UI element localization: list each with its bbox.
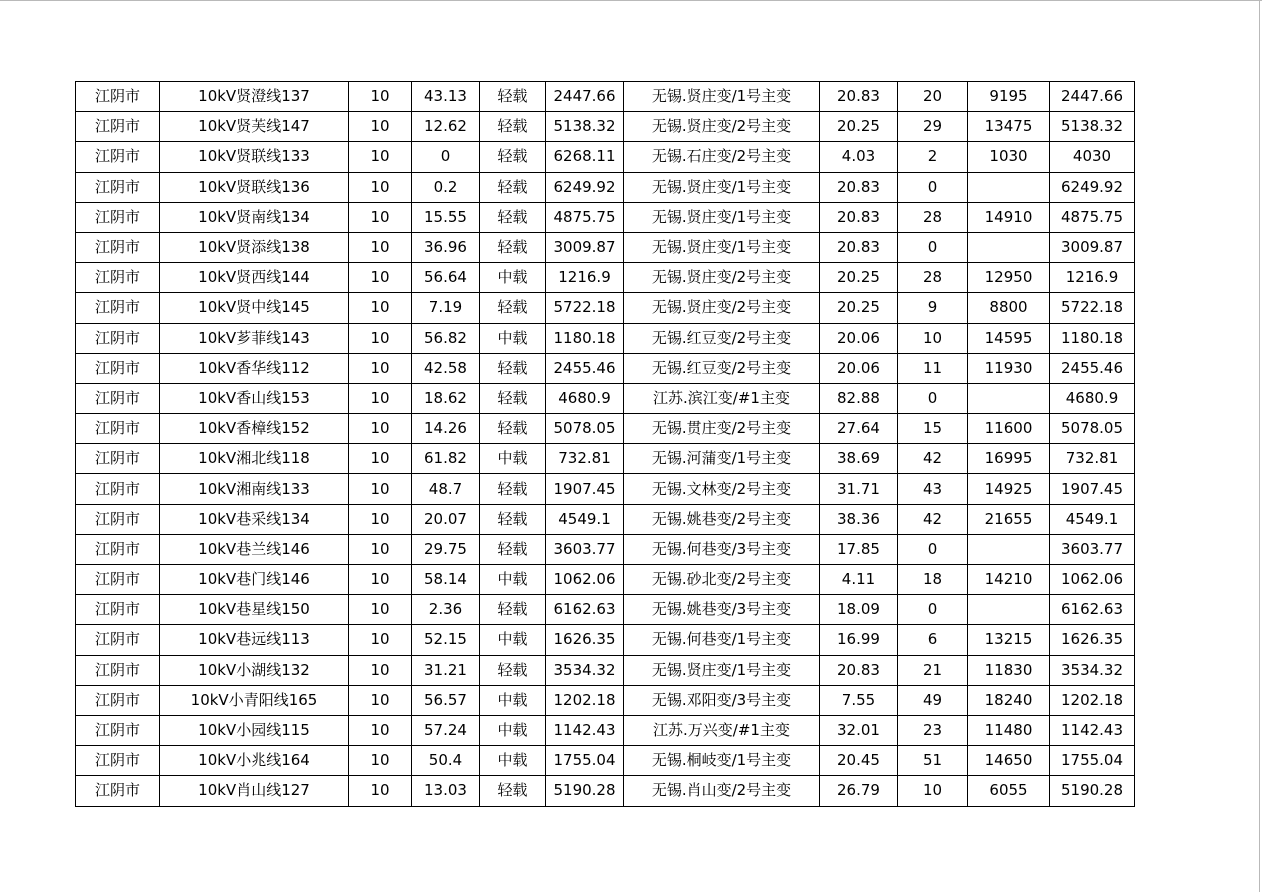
transformer-cell: 无锡.姚巷变/3号主变	[624, 595, 820, 625]
load-rate-cell: 50.4	[412, 746, 480, 776]
line-name-cell: 10kV芗菲线143	[160, 323, 349, 353]
voltage-cell: 10	[349, 293, 412, 323]
transformer-rate-cell: 31.71	[820, 474, 898, 504]
transformer-rate-cell: 4.03	[820, 142, 898, 172]
load-status-cell: 轻载	[480, 534, 546, 564]
city-cell: 江阴市	[76, 172, 160, 202]
count-cell: 20	[898, 82, 968, 112]
load-rate-cell: 12.62	[412, 112, 480, 142]
load-rate-cell: 20.07	[412, 504, 480, 534]
transformer-rate-cell: 32.01	[820, 715, 898, 745]
capacity-cell: 3534.32	[546, 655, 624, 685]
load-status-cell: 中载	[480, 625, 546, 655]
transformer-cell: 无锡.贤庄变/1号主变	[624, 655, 820, 685]
table-row	[76, 746, 1135, 776]
amount-cell: 14925	[968, 474, 1050, 504]
amount-cell: 14910	[968, 202, 1050, 232]
count-cell: 21	[898, 655, 968, 685]
load-status-cell: 轻载	[480, 112, 546, 142]
margin-cell: 732.81	[1050, 444, 1135, 474]
voltage-cell: 10	[349, 232, 412, 262]
line-name-cell: 10kV巷兰线146	[160, 534, 349, 564]
transformer-rate-cell: 26.79	[820, 776, 898, 806]
city-cell: 江阴市	[76, 414, 160, 444]
transformer-rate-cell: 20.83	[820, 202, 898, 232]
capacity-cell: 2447.66	[546, 82, 624, 112]
transformer-rate-cell: 20.06	[820, 323, 898, 353]
transformer-rate-cell: 18.09	[820, 595, 898, 625]
voltage-cell: 10	[349, 142, 412, 172]
capacity-cell: 1626.35	[546, 625, 624, 655]
amount-cell: 14210	[968, 565, 1050, 595]
table-row	[76, 474, 1135, 504]
capacity-cell: 5190.28	[546, 776, 624, 806]
capacity-cell: 4549.1	[546, 504, 624, 534]
voltage-cell: 10	[349, 383, 412, 413]
load-rate-cell: 0.2	[412, 172, 480, 202]
capacity-cell: 1216.9	[546, 263, 624, 293]
count-cell: 0	[898, 534, 968, 564]
count-cell: 28	[898, 263, 968, 293]
count-cell: 51	[898, 746, 968, 776]
voltage-cell: 10	[349, 172, 412, 202]
count-cell: 49	[898, 685, 968, 715]
voltage-cell: 10	[349, 655, 412, 685]
line-name-cell: 10kV巷远线113	[160, 625, 349, 655]
load-status-cell: 轻载	[480, 82, 546, 112]
line-name-cell: 10kV肖山线127	[160, 776, 349, 806]
table-row	[76, 112, 1135, 142]
load-rate-cell: 15.55	[412, 202, 480, 232]
margin-cell: 1755.04	[1050, 746, 1135, 776]
transformer-rate-cell: 4.11	[820, 565, 898, 595]
city-cell: 江阴市	[76, 685, 160, 715]
city-cell: 江阴市	[76, 353, 160, 383]
load-rate-cell: 0	[412, 142, 480, 172]
load-rate-cell: 61.82	[412, 444, 480, 474]
amount-cell: 13475	[968, 112, 1050, 142]
voltage-cell: 10	[349, 323, 412, 353]
margin-cell: 1907.45	[1050, 474, 1135, 504]
voltage-cell: 10	[349, 565, 412, 595]
margin-cell: 1216.9	[1050, 263, 1135, 293]
count-cell: 0	[898, 232, 968, 262]
capacity-cell: 1202.18	[546, 685, 624, 715]
page-right-border	[1259, 0, 1260, 892]
transformer-rate-cell: 38.36	[820, 504, 898, 534]
table-row	[76, 565, 1135, 595]
voltage-cell: 10	[349, 414, 412, 444]
capacity-cell: 6162.63	[546, 595, 624, 625]
count-cell: 15	[898, 414, 968, 444]
margin-cell: 4549.1	[1050, 504, 1135, 534]
transformer-cell: 江苏.滨江变/#1主变	[624, 383, 820, 413]
margin-cell: 1142.43	[1050, 715, 1135, 745]
transformer-cell: 无锡.贤庄变/2号主变	[624, 293, 820, 323]
load-rate-cell: 13.03	[412, 776, 480, 806]
transformer-rate-cell: 27.64	[820, 414, 898, 444]
transformer-cell: 无锡.邓阳变/3号主变	[624, 685, 820, 715]
capacity-cell: 732.81	[546, 444, 624, 474]
margin-cell: 1202.18	[1050, 685, 1135, 715]
line-name-cell: 10kV香华线112	[160, 353, 349, 383]
amount-cell: 16995	[968, 444, 1050, 474]
line-name-cell: 10kV巷星线150	[160, 595, 349, 625]
load-rate-cell: 2.36	[412, 595, 480, 625]
line-name-cell: 10kV香樟线152	[160, 414, 349, 444]
capacity-cell: 5138.32	[546, 112, 624, 142]
capacity-cell: 2455.46	[546, 353, 624, 383]
margin-cell: 6249.92	[1050, 172, 1135, 202]
count-cell: 2	[898, 142, 968, 172]
amount-cell: 6055	[968, 776, 1050, 806]
voltage-cell: 10	[349, 504, 412, 534]
amount-cell: 1030	[968, 142, 1050, 172]
load-rate-cell: 56.82	[412, 323, 480, 353]
margin-cell: 4875.75	[1050, 202, 1135, 232]
load-status-cell: 轻载	[480, 293, 546, 323]
table-row	[76, 202, 1135, 232]
line-name-cell: 10kV贤西线144	[160, 263, 349, 293]
load-status-cell: 轻载	[480, 142, 546, 172]
load-rate-cell: 56.57	[412, 685, 480, 715]
margin-cell: 2447.66	[1050, 82, 1135, 112]
amount-cell: 14650	[968, 746, 1050, 776]
amount-cell: 13215	[968, 625, 1050, 655]
line-name-cell: 10kV巷门线146	[160, 565, 349, 595]
transformer-cell: 无锡.贤庄变/1号主变	[624, 172, 820, 202]
city-cell: 江阴市	[76, 474, 160, 504]
count-cell: 10	[898, 776, 968, 806]
table-body	[76, 82, 1135, 807]
margin-cell: 3603.77	[1050, 534, 1135, 564]
margin-cell: 5138.32	[1050, 112, 1135, 142]
amount-cell: 12950	[968, 263, 1050, 293]
load-rate-cell: 14.26	[412, 414, 480, 444]
transformer-cell: 无锡.红豆变/2号主变	[624, 323, 820, 353]
city-cell: 江阴市	[76, 383, 160, 413]
table-row	[76, 715, 1135, 745]
capacity-cell: 6249.92	[546, 172, 624, 202]
table-row	[76, 293, 1135, 323]
table-row	[76, 685, 1135, 715]
line-name-cell: 10kV小青阳线165	[160, 685, 349, 715]
voltage-cell: 10	[349, 625, 412, 655]
city-cell: 江阴市	[76, 293, 160, 323]
line-name-cell: 10kV小湖线132	[160, 655, 349, 685]
city-cell: 江阴市	[76, 715, 160, 745]
capacity-cell: 5078.05	[546, 414, 624, 444]
load-status-cell: 中载	[480, 323, 546, 353]
voltage-cell: 10	[349, 746, 412, 776]
transformer-rate-cell: 7.55	[820, 685, 898, 715]
load-status-cell: 轻载	[480, 655, 546, 685]
line-name-cell: 10kV贤中线145	[160, 293, 349, 323]
load-status-cell: 轻载	[480, 172, 546, 202]
table-row	[76, 142, 1135, 172]
voltage-cell: 10	[349, 715, 412, 745]
load-rate-cell: 52.15	[412, 625, 480, 655]
voltage-cell: 10	[349, 353, 412, 383]
line-name-cell: 10kV贤南线134	[160, 202, 349, 232]
capacity-cell: 3603.77	[546, 534, 624, 564]
load-rate-cell: 48.7	[412, 474, 480, 504]
amount-cell: 11600	[968, 414, 1050, 444]
transformer-cell: 无锡.贤庄变/1号主变	[624, 202, 820, 232]
line-name-cell: 10kV湘北线118	[160, 444, 349, 474]
line-name-cell: 10kV湘南线133	[160, 474, 349, 504]
transformer-rate-cell: 20.83	[820, 172, 898, 202]
capacity-cell: 1180.18	[546, 323, 624, 353]
city-cell: 江阴市	[76, 202, 160, 232]
load-status-cell: 中载	[480, 565, 546, 595]
city-cell: 江阴市	[76, 534, 160, 564]
table-row	[76, 655, 1135, 685]
capacity-cell: 1755.04	[546, 746, 624, 776]
line-name-cell: 10kV巷采线134	[160, 504, 349, 534]
voltage-cell: 10	[349, 474, 412, 504]
transformer-cell: 无锡.石庄变/2号主变	[624, 142, 820, 172]
transformer-cell: 无锡.贤庄变/2号主变	[624, 112, 820, 142]
city-cell: 江阴市	[76, 776, 160, 806]
voltage-cell: 10	[349, 534, 412, 564]
amount-cell: 21655	[968, 504, 1050, 534]
load-rate-cell: 18.62	[412, 383, 480, 413]
line-name-cell: 10kV贤添线138	[160, 232, 349, 262]
table-row	[76, 82, 1135, 112]
voltage-cell: 10	[349, 776, 412, 806]
capacity-cell: 4680.9	[546, 383, 624, 413]
count-cell: 0	[898, 172, 968, 202]
table-row	[76, 232, 1135, 262]
capacity-cell: 6268.11	[546, 142, 624, 172]
transformer-rate-cell: 20.25	[820, 263, 898, 293]
line-name-cell: 10kV小园线115	[160, 715, 349, 745]
count-cell: 23	[898, 715, 968, 745]
transformer-cell: 无锡.贤庄变/2号主变	[624, 263, 820, 293]
feeder-load-table	[75, 81, 1135, 807]
city-cell: 江阴市	[76, 112, 160, 142]
amount-cell	[968, 232, 1050, 262]
table-row	[76, 595, 1135, 625]
load-status-cell: 轻载	[480, 504, 546, 534]
load-status-cell: 中载	[480, 444, 546, 474]
line-name-cell: 10kV贤芙线147	[160, 112, 349, 142]
city-cell: 江阴市	[76, 263, 160, 293]
load-rate-cell: 7.19	[412, 293, 480, 323]
transformer-rate-cell: 38.69	[820, 444, 898, 474]
city-cell: 江阴市	[76, 504, 160, 534]
transformer-rate-cell: 20.06	[820, 353, 898, 383]
load-status-cell: 轻载	[480, 383, 546, 413]
capacity-cell: 5722.18	[546, 293, 624, 323]
margin-cell: 6162.63	[1050, 595, 1135, 625]
line-name-cell: 10kV贤澄线137	[160, 82, 349, 112]
load-status-cell: 中载	[480, 263, 546, 293]
city-cell: 江阴市	[76, 444, 160, 474]
city-cell: 江阴市	[76, 142, 160, 172]
capacity-cell: 1142.43	[546, 715, 624, 745]
table-row	[76, 444, 1135, 474]
load-status-cell: 轻载	[480, 776, 546, 806]
table-row	[76, 414, 1135, 444]
city-cell: 江阴市	[76, 595, 160, 625]
load-rate-cell: 31.21	[412, 655, 480, 685]
load-status-cell: 轻载	[480, 202, 546, 232]
table-row	[76, 504, 1135, 534]
table-row	[76, 625, 1135, 655]
count-cell: 0	[898, 383, 968, 413]
transformer-rate-cell: 20.83	[820, 232, 898, 262]
count-cell: 42	[898, 504, 968, 534]
transformer-cell: 无锡.何巷变/3号主变	[624, 534, 820, 564]
amount-cell: 11830	[968, 655, 1050, 685]
voltage-cell: 10	[349, 202, 412, 232]
margin-cell: 2455.46	[1050, 353, 1135, 383]
voltage-cell: 10	[349, 444, 412, 474]
page-top-border	[0, 0, 1262, 1]
transformer-cell: 无锡.红豆变/2号主变	[624, 353, 820, 383]
load-status-cell: 中载	[480, 685, 546, 715]
margin-cell: 1626.35	[1050, 625, 1135, 655]
margin-cell: 3009.87	[1050, 232, 1135, 262]
margin-cell: 3534.32	[1050, 655, 1135, 685]
load-status-cell: 轻载	[480, 353, 546, 383]
margin-cell: 5078.05	[1050, 414, 1135, 444]
table-row	[76, 383, 1135, 413]
capacity-cell: 3009.87	[546, 232, 624, 262]
load-rate-cell: 43.13	[412, 82, 480, 112]
transformer-cell: 无锡.姚巷变/2号主变	[624, 504, 820, 534]
transformer-cell: 无锡.河蒲变/1号主变	[624, 444, 820, 474]
count-cell: 6	[898, 625, 968, 655]
line-name-cell: 10kV贤联线133	[160, 142, 349, 172]
capacity-cell: 1062.06	[546, 565, 624, 595]
city-cell: 江阴市	[76, 323, 160, 353]
transformer-cell: 无锡.文林变/2号主变	[624, 474, 820, 504]
load-rate-cell: 56.64	[412, 263, 480, 293]
count-cell: 18	[898, 565, 968, 595]
voltage-cell: 10	[349, 263, 412, 293]
load-status-cell: 轻载	[480, 595, 546, 625]
transformer-rate-cell: 20.83	[820, 655, 898, 685]
amount-cell	[968, 172, 1050, 202]
amount-cell	[968, 383, 1050, 413]
transformer-cell: 无锡.何巷变/1号主变	[624, 625, 820, 655]
amount-cell: 11930	[968, 353, 1050, 383]
load-status-cell: 轻载	[480, 414, 546, 444]
voltage-cell: 10	[349, 112, 412, 142]
city-cell: 江阴市	[76, 746, 160, 776]
city-cell: 江阴市	[76, 625, 160, 655]
table-row	[76, 353, 1135, 383]
margin-cell: 4030	[1050, 142, 1135, 172]
count-cell: 42	[898, 444, 968, 474]
amount-cell: 9195	[968, 82, 1050, 112]
amount-cell: 11480	[968, 715, 1050, 745]
transformer-rate-cell: 17.85	[820, 534, 898, 564]
line-name-cell: 10kV贤联线136	[160, 172, 349, 202]
margin-cell: 1180.18	[1050, 323, 1135, 353]
voltage-cell: 10	[349, 595, 412, 625]
table-row	[76, 172, 1135, 202]
city-cell: 江阴市	[76, 655, 160, 685]
load-rate-cell: 36.96	[412, 232, 480, 262]
voltage-cell: 10	[349, 685, 412, 715]
line-name-cell: 10kV香山线153	[160, 383, 349, 413]
count-cell: 0	[898, 595, 968, 625]
amount-cell	[968, 595, 1050, 625]
amount-cell	[968, 534, 1050, 564]
transformer-cell: 无锡.贯庄变/2号主变	[624, 414, 820, 444]
transformer-cell: 无锡.贤庄变/1号主变	[624, 232, 820, 262]
load-rate-cell: 29.75	[412, 534, 480, 564]
transformer-rate-cell: 20.25	[820, 293, 898, 323]
table-row	[76, 323, 1135, 353]
count-cell: 11	[898, 353, 968, 383]
load-status-cell: 中载	[480, 715, 546, 745]
transformer-rate-cell: 20.45	[820, 746, 898, 776]
transformer-rate-cell: 82.88	[820, 383, 898, 413]
transformer-cell: 无锡.桐岐变/1号主变	[624, 746, 820, 776]
capacity-cell: 1907.45	[546, 474, 624, 504]
voltage-cell: 10	[349, 82, 412, 112]
count-cell: 43	[898, 474, 968, 504]
city-cell: 江阴市	[76, 232, 160, 262]
transformer-rate-cell: 16.99	[820, 625, 898, 655]
load-status-cell: 轻载	[480, 474, 546, 504]
margin-cell: 5190.28	[1050, 776, 1135, 806]
load-status-cell: 中载	[480, 746, 546, 776]
city-cell: 江阴市	[76, 82, 160, 112]
load-rate-cell: 42.58	[412, 353, 480, 383]
load-rate-cell: 57.24	[412, 715, 480, 745]
table-row	[76, 263, 1135, 293]
city-cell: 江阴市	[76, 565, 160, 595]
line-name-cell: 10kV小兆线164	[160, 746, 349, 776]
transformer-rate-cell: 20.83	[820, 82, 898, 112]
count-cell: 29	[898, 112, 968, 142]
margin-cell: 5722.18	[1050, 293, 1135, 323]
margin-cell: 4680.9	[1050, 383, 1135, 413]
load-status-cell: 轻载	[480, 232, 546, 262]
transformer-cell: 无锡.肖山变/2号主变	[624, 776, 820, 806]
transformer-cell: 无锡.贤庄变/1号主变	[624, 82, 820, 112]
load-rate-cell: 58.14	[412, 565, 480, 595]
count-cell: 9	[898, 293, 968, 323]
table-row	[76, 534, 1135, 564]
margin-cell: 1062.06	[1050, 565, 1135, 595]
transformer-rate-cell: 20.25	[820, 112, 898, 142]
count-cell: 10	[898, 323, 968, 353]
capacity-cell: 4875.75	[546, 202, 624, 232]
amount-cell: 8800	[968, 293, 1050, 323]
count-cell: 28	[898, 202, 968, 232]
amount-cell: 14595	[968, 323, 1050, 353]
amount-cell: 18240	[968, 685, 1050, 715]
transformer-cell: 江苏.万兴变/#1主变	[624, 715, 820, 745]
table-row	[76, 776, 1135, 806]
transformer-cell: 无锡.砂北变/2号主变	[624, 565, 820, 595]
